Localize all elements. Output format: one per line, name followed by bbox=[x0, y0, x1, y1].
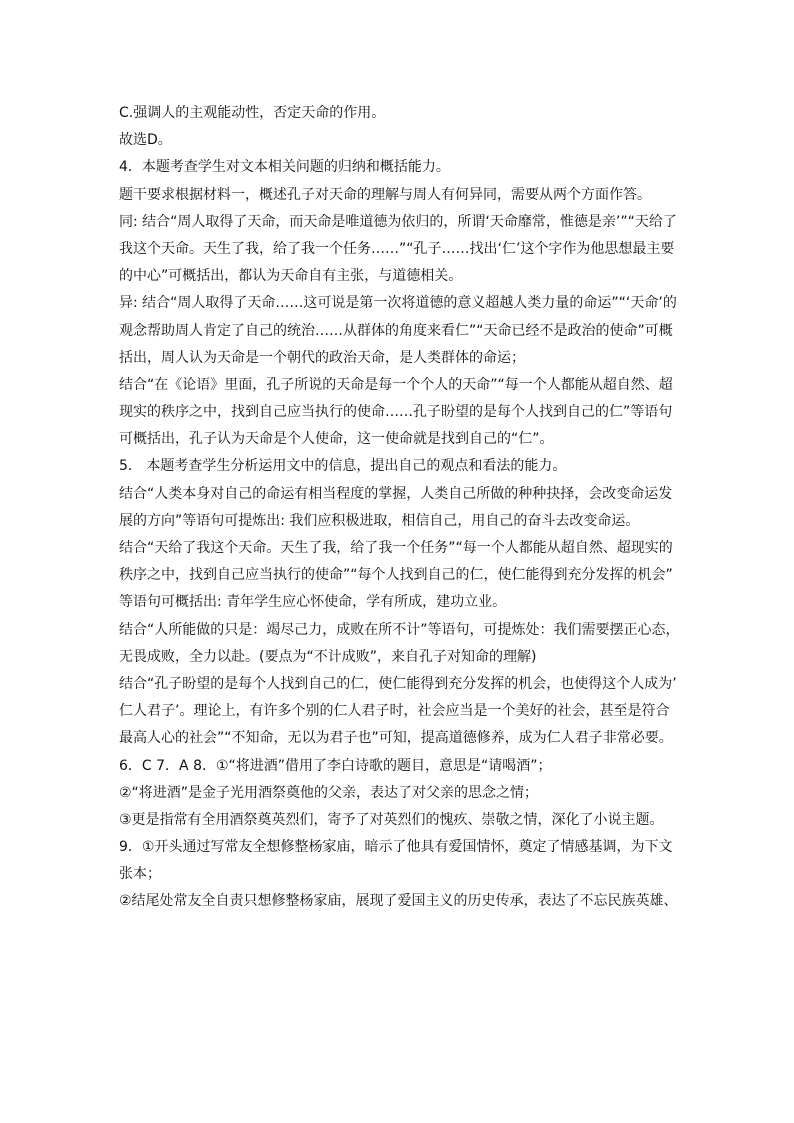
text-line: 6．C 7．A 8．①“将进酒”借用了李白诗歌的题目，意思是“请喝酒”； bbox=[119, 757, 552, 774]
text-line: ②“将进酒”是金子光用酒祭奠他的父亲，表达了对父亲的思念之情； bbox=[119, 784, 539, 801]
text-line: 题干要求根据材料一，概述孔子对天命的理解与周人有何异同，需要从两个方面作答。 bbox=[119, 186, 651, 203]
text-line: 等语句可概括出: 青年学生应心怀使命，学有所成，建功立业。 bbox=[119, 594, 507, 611]
text-line: 故选D。 bbox=[119, 132, 172, 149]
text-line: 观念帮助周人肯定了自己的统治……从群体的角度来看仁”“天命已经不是政治的使命”可概 bbox=[119, 322, 673, 339]
text-line: 同: 结合“周人取得了天命，而天命是唯道德为依归的，所谓‘天命靡常，惟德是亲’”“天给了 bbox=[119, 213, 677, 230]
text-line: 张本； bbox=[119, 866, 161, 883]
text-line: 结合“孔子盼望的是每个人找到自己的仁，使仁能得到充分发挥的机会，也使得这个人成为’ bbox=[119, 675, 677, 692]
text-line: 括出，周人认为天命是一个朝代的政治天命，是人类群体的命运； bbox=[119, 349, 525, 366]
answer-text-body bbox=[119, 100, 684, 916]
text-line: 结合“人所能做的只是：竭尽己力，成败在所不计”等语句，可提炼处：我们需要摆正心态， bbox=[119, 621, 680, 638]
text-line: 我这个天命。天生了我，给了我一个任务……”“孔子……找出‘仁’这个字作为他思想最主要 bbox=[119, 240, 675, 257]
text-line: 现实的秩序之中，找到自己应当执行的使命……孔子盼望的是每个人找到自己的仁”等语句 bbox=[119, 404, 673, 421]
text-line: 结合“天给了我这个天命。天生了我，给了我一个任务”“每一个人都能从超自然、超现实的 bbox=[119, 540, 673, 556]
text-line: 最高人心的社会”“不知命，无以为君子也”可知，提高道德修养，成为仁人君子非常必要。 bbox=[119, 730, 673, 747]
text-line: 9．①开头通过写常友全想修整杨家庙，暗示了他具有爱国情怀，奠定了情感基调，为下文 bbox=[119, 839, 673, 856]
text-line: C.强调人的主观能动性，否定天命的作用。 bbox=[119, 105, 386, 121]
text-line: 展的方向”等语句可提炼出: 我们应积极进取，相信自己，用自己的奋斗去改变命运。 bbox=[119, 512, 640, 529]
text-line: 结合“在《论语》里面，孔子所说的天命是每一个个人的天命”“每一个人都能从超自然、超 bbox=[119, 376, 673, 393]
text-line: ②结尾处常友全自责只想修整杨家庙，展现了爱国主义的历史传承，表达了不忘民族英雄、 bbox=[119, 893, 678, 910]
text-line: 异: 结合“周人取得了天命……这可说是第一次将道德的意义超越人类力量的命运”“‘天命’的 bbox=[119, 295, 677, 312]
text-line: 5． 本题考查学生分析运用文中的信息，提出自己的观点和看法的能力。 bbox=[119, 458, 567, 475]
text-line: 的中心”可概括出，都认为天命自有主张，与道德相关。 bbox=[119, 268, 463, 285]
text-line: 秩序之中，找到自己应当执行的使命”“每个人找到自己的仁，使仁能得到充分发挥的机会” bbox=[119, 567, 673, 584]
text-line: 无畏成败，全力以赴。(要点为“不计成败”，来自孔子对知命的理解) bbox=[119, 648, 537, 665]
text-line: 仁人君子’。理论上，有许多个别的仁人君子时，社会应当是一个美好的社会，甚至是符合 bbox=[119, 703, 670, 720]
text-line: ③更是指常有全用酒祭奠英烈们，寄予了对英烈们的愧疚、崇敬之情，深化了小说主题。 bbox=[119, 811, 664, 828]
text-line: 可概括出，孔子认为天命是个人使命，这一使命就是找到自己的“仁”。 bbox=[119, 431, 554, 448]
text-line: 结合“人类本身对自己的命运有相当程度的掌握，人类自己所做的种种抉择，会改变命运发 bbox=[119, 485, 673, 502]
text-line: 4．本题考查学生对文本相关问题的归纳和概括能力。 bbox=[119, 159, 450, 176]
